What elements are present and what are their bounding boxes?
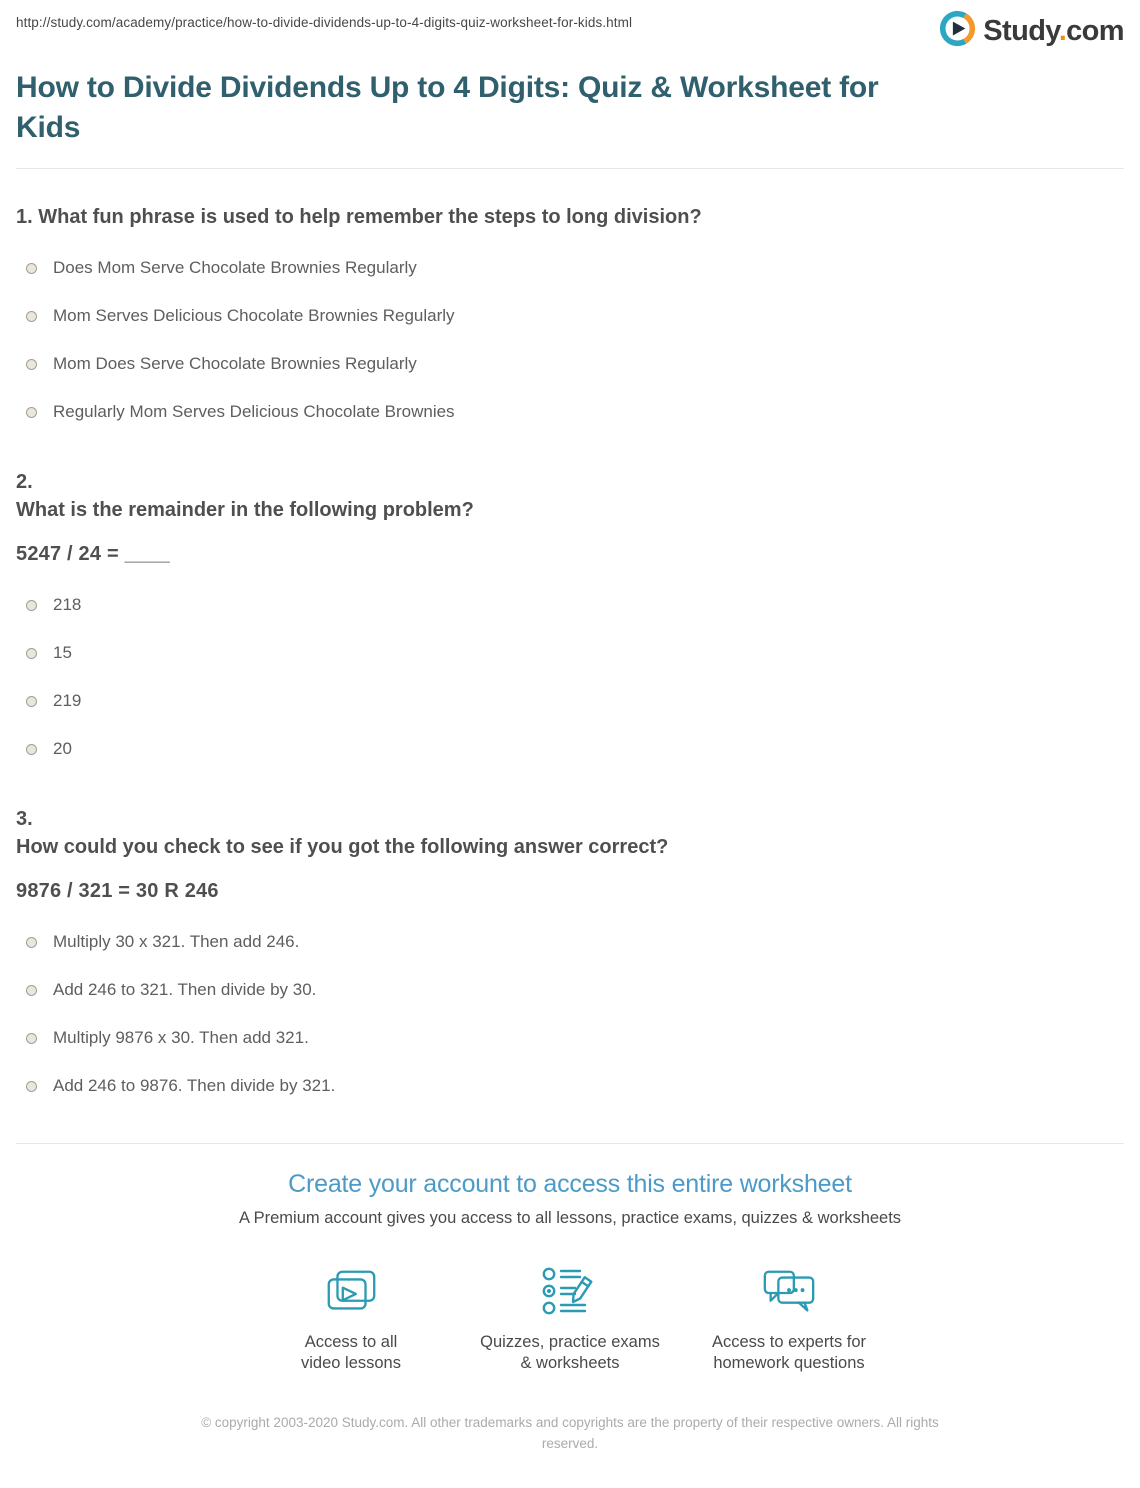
page-title: How to Divide Dividends Up to 4 Digits: Quiz & Worksheet for Kids — [16, 71, 879, 144]
answer-option[interactable]: 219 — [26, 690, 1124, 712]
video-lessons-icon — [242, 1262, 461, 1320]
radio-button[interactable] — [26, 600, 37, 611]
logo-orange-dot: . — [1058, 14, 1067, 47]
question-2-equation: 5247 / 24 = ____ — [16, 543, 170, 565]
account-promo-footer — [0, 1170, 1140, 1488]
worksheet-content — [0, 68, 1140, 1144]
radio-button[interactable] — [26, 407, 37, 418]
feature-label: Access to all video lessons — [301, 1333, 401, 1372]
feature-video-lessons — [242, 1262, 461, 1374]
radio-button[interactable] — [26, 985, 37, 996]
answer-option[interactable]: Mom Does Serve Chocolate Brownies Regularly — [26, 353, 1124, 375]
answer-option[interactable]: Mom Serves Delicious Chocolate Brownies Regularly — [26, 305, 1124, 327]
radio-button[interactable] — [26, 937, 37, 948]
feature-list — [0, 1262, 1140, 1374]
footer-divider — [16, 1143, 1124, 1144]
question-3 — [16, 805, 1124, 1097]
question-1-options — [16, 257, 1124, 423]
question-3-text: How could you check to see if you got the following answer correct? — [16, 836, 669, 858]
top-bar — [0, 0, 1140, 52]
logo-wordmark: Study.com — [983, 14, 1124, 47]
radio-button[interactable] — [26, 744, 37, 755]
question-2-text: What is the remainder in the following problem? — [16, 499, 474, 521]
answer-option[interactable]: 20 — [26, 738, 1124, 760]
answer-option[interactable]: Multiply 9876 x 30. Then add 321. — [26, 1027, 1124, 1049]
answer-option[interactable]: Does Mom Serve Chocolate Brownies Regularly — [26, 257, 1124, 279]
answer-option[interactable]: Add 246 to 9876. Then divide by 321. — [26, 1075, 1124, 1097]
radio-button[interactable] — [26, 263, 37, 274]
title-divider — [16, 168, 1124, 169]
radio-button[interactable] — [26, 311, 37, 322]
study-com-logo[interactable] — [939, 10, 1124, 52]
question-3-equation: 9876 / 321 = 30 R 246 — [16, 880, 219, 902]
question-2-number: 2. — [16, 471, 33, 493]
feature-label: Quizzes, practice exams & worksheets — [480, 1333, 660, 1372]
answer-option[interactable]: Multiply 30 x 321. Then add 246. — [26, 931, 1124, 953]
answer-option[interactable]: Regularly Mom Serves Delicious Chocolate Brownies — [26, 401, 1124, 423]
question-3-number: 3. — [16, 808, 33, 830]
radio-button[interactable] — [26, 1081, 37, 1092]
radio-button[interactable] — [26, 696, 37, 707]
page-url: http://study.com/academy/practice/how-to-divide-dividends-up-to-4-digits-quiz-worksheet-for-kids.html — [16, 15, 633, 30]
question-2 — [16, 468, 1124, 760]
feature-quizzes-worksheets — [461, 1262, 680, 1374]
radio-button[interactable] — [26, 648, 37, 659]
radio-button[interactable] — [26, 359, 37, 370]
question-3-options — [16, 931, 1124, 1097]
feature-homework-experts — [680, 1262, 899, 1374]
feature-label: Access to experts for homework questions — [711, 1333, 867, 1372]
create-account-heading: Create your account to access this entire worksheet — [288, 1170, 852, 1198]
answer-option[interactable]: 15 — [26, 642, 1124, 664]
question-1 — [16, 203, 1124, 423]
question-1-text: 1. What fun phrase is used to help remember the steps to long division? — [16, 206, 702, 228]
answer-option[interactable]: 218 — [26, 594, 1124, 616]
answer-option[interactable]: Add 246 to 321. Then divide by 30. — [26, 979, 1124, 1001]
question-2-options — [16, 594, 1124, 760]
chat-experts-icon — [680, 1262, 899, 1320]
premium-account-subheading: A Premium account gives you access to all lessons, practice exams, quizzes & worksheets — [238, 1209, 902, 1227]
quiz-pencil-icon — [461, 1262, 680, 1320]
play-button-logo-icon — [939, 10, 976, 52]
radio-button[interactable] — [26, 1033, 37, 1044]
copyright-notice: © copyright 2003-2020 Study.com. All other trademarks and copyrights are the property of their respective owners. All rights reserved. — [201, 1415, 939, 1451]
